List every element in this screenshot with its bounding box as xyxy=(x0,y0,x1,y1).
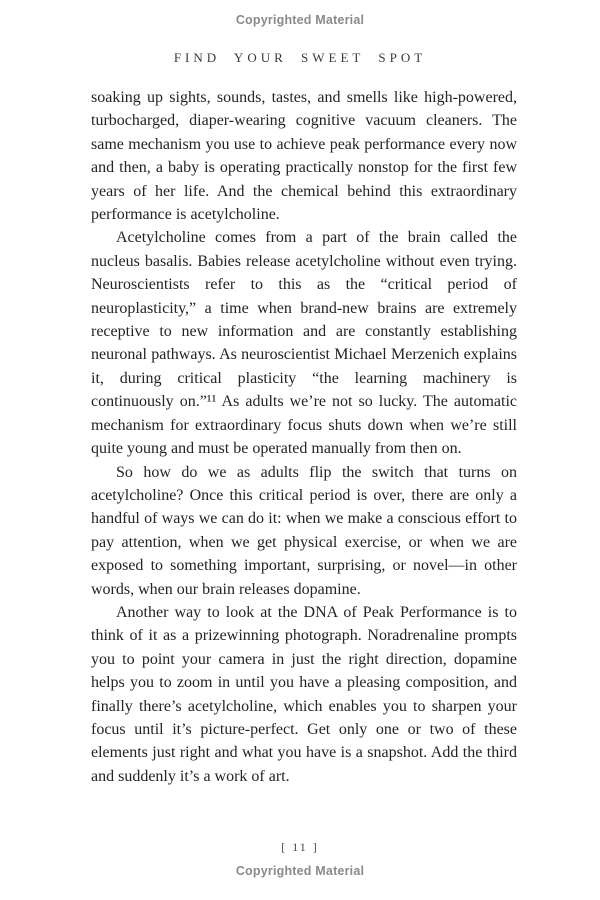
running-header: FIND YOUR SWEET SPOT xyxy=(173,50,427,65)
body-text xyxy=(91,86,517,788)
copyright-notice-top: Copyrighted Material xyxy=(235,13,365,27)
paragraph: Another way to look at the DNA of Peak Performance is to think of it as a prizewinning photograph. Noradrenaline prompts you to point your camera in just the right direction, dopamine helps you to zoom in until you have a pleasing composition, and finally there’s acetylcholine, which enables you to sharpen your focus until it’s picture-perfect. Get only one or two of these elements just right and what you have is a snapshot. Add the third and suddenly it’s a work of art. xyxy=(91,603,517,785)
copyright-notice-bottom: Copyrighted Material xyxy=(235,864,365,878)
paragraph: soaking up sights, sounds, tastes, and smells like high-powered, turbocharged, diaper-wearing cognitive vacuum cleaners. The same mechanism you use to achieve peak performance every now and then, a baby is operating practically nonstop for the first few years of her life. And the chemical behind this extraordinary performance is acetylcholine. xyxy=(91,89,517,224)
page-number: [ 11 ] xyxy=(281,840,319,854)
paragraph: Acetylcholine comes from a part of the brain called the nucleus basalis. Babies release acetylcholine without even trying. Neuroscientists refer to this as the “critical period of neuroplasticity,” a time when brand-new brains are extremely receptive to new information and are constantly establishing neuronal pathways. As neuroscientist Michael Merzenich explains it, during critical plasticity “the learning machinery is continuously on.”¹¹ As adults we’re not so lucky. The automatic mechanism for extraordinary focus shuts down when we’re still quite young and must be operated manually from then on. xyxy=(91,229,517,458)
paragraph: So how do we as adults flip the switch that turns on acetylcholine? Once this critical period is over, there are only a handful of ways we can do it: when we make a conscious effort to pay attention, when we get physical exercise, or when we are exposed to something important, surprising, or novel—in other words, when our brain releases dopamine. xyxy=(91,463,517,598)
